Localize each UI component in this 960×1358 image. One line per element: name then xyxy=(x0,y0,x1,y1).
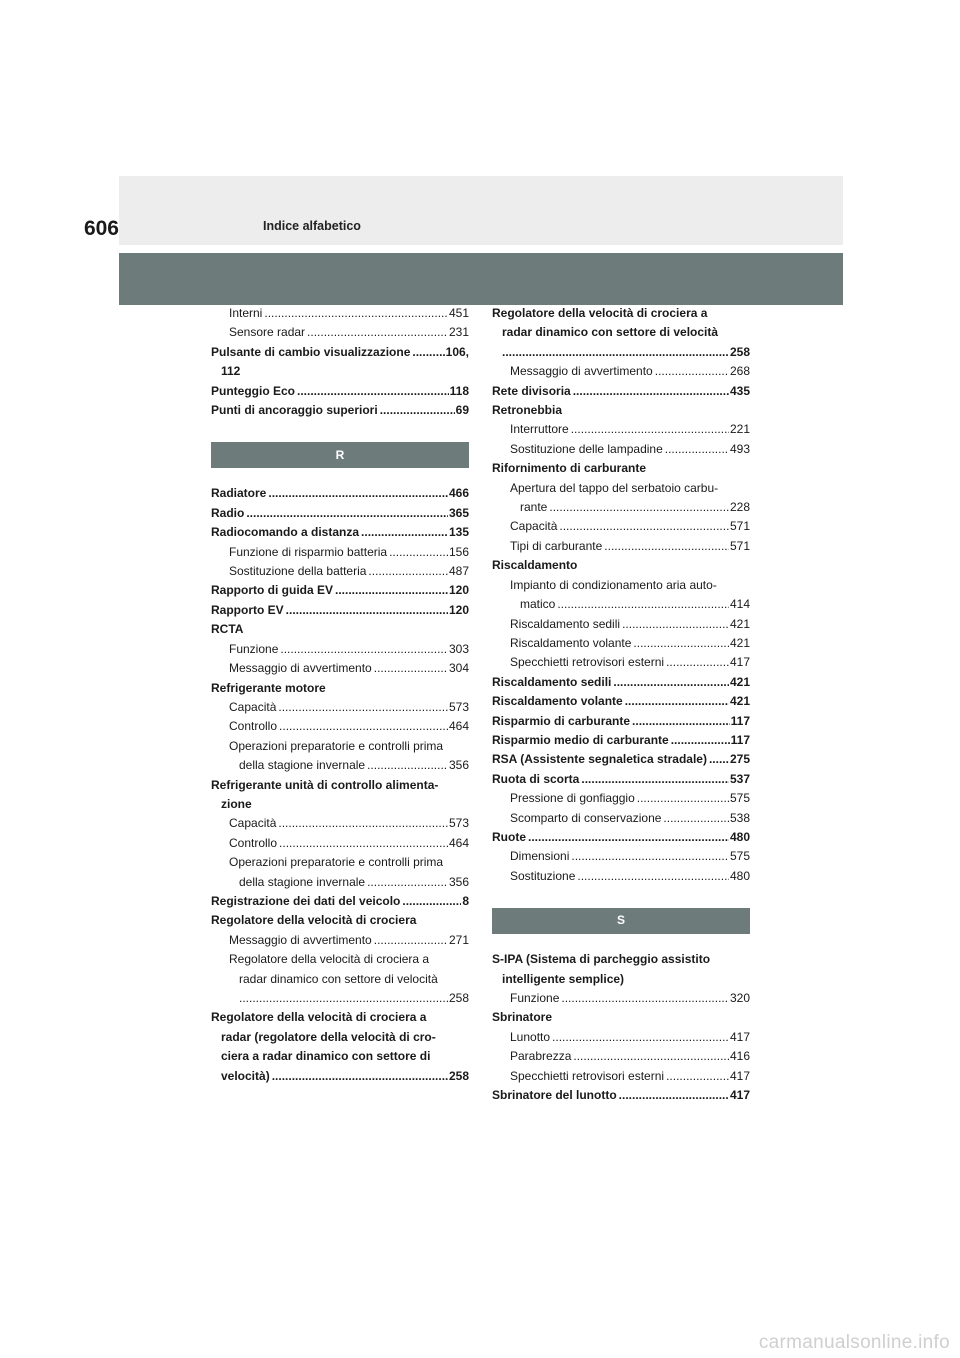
index-entry: Risparmio di carburante ..... 117 xyxy=(492,712,750,731)
index-entry: Specchietti retrovisori esterni ..... 417 xyxy=(492,1067,750,1086)
index-entry: Interni ..... 451 xyxy=(211,304,469,323)
index-entry-continuation: ..... 258 xyxy=(211,989,469,1008)
page-title: Indice alfabetico xyxy=(263,219,361,233)
index-entry: Risparmio medio di carburante ..... 117 xyxy=(492,731,750,750)
index-heading: Rifornimento di carburante xyxy=(492,461,647,476)
index-heading: Refrigerante unità di controllo alimenta- xyxy=(211,777,439,792)
index-heading-continuation: ciera a radar dinamico con settore di xyxy=(221,1049,431,1064)
index-entry: Dimensioni ..... 575 xyxy=(492,847,750,866)
index-entry: Operazioni preparatorie e controlli prima xyxy=(229,738,444,753)
index-heading-continuation: radar dinamico con settore di velocità xyxy=(502,325,719,340)
index-entry: Riscaldamento volante ..... 421 xyxy=(492,634,750,653)
index-heading: Retronebbia xyxy=(492,403,563,418)
header-bar xyxy=(119,253,843,305)
index-entry-continuation: radar dinamico con settore di velocità xyxy=(239,971,438,986)
index-entry: Sostituzione della batteria ..... 487 xyxy=(211,562,469,581)
index-heading: Refrigerante motore xyxy=(211,680,326,695)
index-heading-continuation: zione xyxy=(221,796,252,811)
index-entry: Funzione ..... 303 xyxy=(211,640,469,659)
index-entry: Punteggio Eco ..... 118 xyxy=(211,382,469,401)
index-entry: ..... 258 xyxy=(492,343,750,362)
index-entry: Impianto di condizionamento aria auto- xyxy=(510,577,717,592)
header-band xyxy=(119,176,843,245)
index-entry: Sbrinatore del lunotto ..... 417 xyxy=(492,1086,750,1105)
index-entry: Punti di ancoraggio superiori ..... 69 xyxy=(211,401,469,420)
index-heading: Regolatore della velocità di crociera a xyxy=(211,1010,427,1025)
index-entry: Riscaldamento sedili ..... 421 xyxy=(492,673,750,692)
index-entry: Messaggio di avvertimento ..... 268 xyxy=(492,362,750,381)
index-entry: Capacità ..... 573 xyxy=(211,814,469,833)
index-entry: Pressione di gonfiaggio ..... 575 xyxy=(492,789,750,808)
index-entry: Pulsante di cambio visualizzazione ..... 106, xyxy=(211,343,469,362)
index-entry: Riscaldamento sedili ..... 421 xyxy=(492,615,750,634)
index-entry-continuation: della stagione invernale ..... 356 xyxy=(211,873,469,892)
index-entry: Capacità ..... 571 xyxy=(492,517,750,536)
index-entry: Parabrezza ..... 416 xyxy=(492,1047,750,1066)
index-heading: Sbrinatore xyxy=(492,1010,553,1025)
index-entry: Rete divisoria ..... 435 xyxy=(492,382,750,401)
section-header-r: R xyxy=(211,442,469,468)
index-entry: velocità) ..... 258 xyxy=(211,1067,469,1086)
index-entry: Ruote ..... 480 xyxy=(492,828,750,847)
index-entry: RSA (Assistente segnaletica stradale) ..... 275 xyxy=(492,750,750,769)
index-entry: Sostituzione ..... 480 xyxy=(492,867,750,886)
index-entry-continuation: della stagione invernale ..... 356 xyxy=(211,756,469,775)
index-entry: Rapporto EV ..... 120 xyxy=(211,601,469,620)
index-heading: RCTA xyxy=(211,622,244,637)
index-entry: Riscaldamento volante ..... 421 xyxy=(492,692,750,711)
index-entry: Registrazione dei dati del veicolo ..... 8 xyxy=(211,892,469,911)
index-entry: Radiatore ..... 466 xyxy=(211,484,469,503)
index-entry: Capacità ..... 573 xyxy=(211,698,469,717)
index-entry-continuation: matico ..... 414 xyxy=(492,595,750,614)
index-entry-continuation: rante ..... 228 xyxy=(492,498,750,517)
index-entry: Ruota di scorta ..... 537 xyxy=(492,770,750,789)
index-entry-continuation: 112 xyxy=(221,364,241,379)
page-number: 606 xyxy=(83,217,119,240)
index-entry: Radio ..... 365 xyxy=(211,504,469,523)
section-header-s: S xyxy=(492,908,750,934)
index-entry: Messaggio di avvertimento ..... 271 xyxy=(211,931,469,950)
index-entry: Funzione di risparmio batteria ..... 156 xyxy=(211,543,469,562)
index-entry: Funzione ..... 320 xyxy=(492,989,750,1008)
index-heading: Regolatore della velocità di crociera a xyxy=(492,306,708,320)
index-entry: Controllo ..... 464 xyxy=(211,717,469,736)
index-entry: Controllo ..... 464 xyxy=(211,834,469,853)
index-entry: Sensore radar ..... 231 xyxy=(211,323,469,342)
index-heading-continuation: radar (regolatore della velocità di cro- xyxy=(221,1029,436,1044)
index-heading: Riscaldamento xyxy=(492,558,578,573)
index-column-left xyxy=(211,304,469,1086)
index-entry: Interruttore ..... 221 xyxy=(492,420,750,439)
index-entry: Radiocomando a distanza ..... 135 xyxy=(211,523,469,542)
index-heading: Regolatore della velocità di crociera xyxy=(211,913,417,928)
index-entry: Scomparto di conservazione ..... 538 xyxy=(492,809,750,828)
index-entry: Lunotto ..... 417 xyxy=(492,1028,750,1047)
index-entry: Operazioni preparatorie e controlli prima xyxy=(229,855,444,870)
index-heading: S-IPA (Sistema di parcheggio assistito xyxy=(492,952,711,967)
index-entry: Rapporto di guida EV ..... 120 xyxy=(211,581,469,600)
index-entry: Regolatore della velocità di crociera a xyxy=(229,952,430,967)
watermark: carmanualsonline.info xyxy=(758,1332,950,1353)
index-heading-continuation: intelligente semplice) xyxy=(502,971,625,986)
index-entry: Tipi di carburante ..... 571 xyxy=(492,537,750,556)
index-entry: Apertura del tappo del serbatoio carbu- xyxy=(510,480,719,495)
index-entry: Sostituzione delle lampadine ..... 493 xyxy=(492,440,750,459)
index-entry: Specchietti retrovisori esterni ..... 417 xyxy=(492,653,750,672)
index-column-right xyxy=(492,304,750,1105)
index-entry: Messaggio di avvertimento ..... 304 xyxy=(211,659,469,678)
